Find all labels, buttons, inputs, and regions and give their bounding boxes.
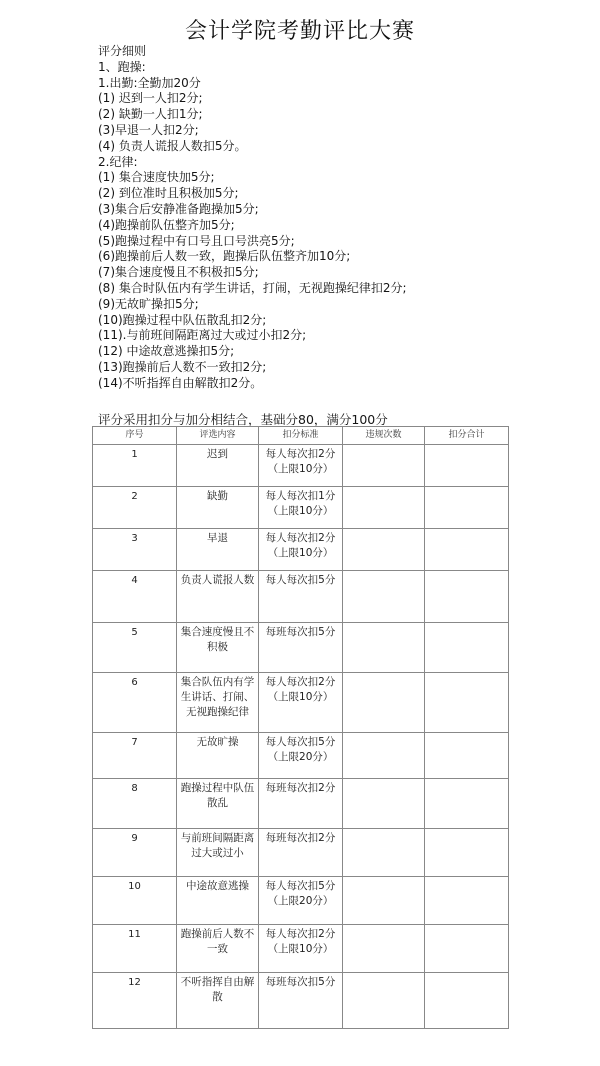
- rule-line: (1) 集合速度快加5分;: [98, 170, 215, 185]
- row-item: 与前班间隔距离过大或过小: [177, 829, 259, 877]
- row-standard: 每班每次扣2分: [259, 829, 343, 877]
- row-standard: 每班每次扣5分: [259, 973, 343, 1029]
- scoring-note: 评分采用扣分与加分相结合，基础分80，满分100分: [98, 412, 388, 427]
- row-number: 7: [93, 733, 177, 779]
- rule-line: (6)跑操前后人数一致，跑操后队伍整齐加10分;: [98, 249, 351, 264]
- rule-line: (9)无故旷操扣5分;: [98, 296, 199, 311]
- row-number: 10: [93, 877, 177, 925]
- row-number: 5: [93, 623, 177, 673]
- rule-line: (2) 到位准时且积极加5分;: [98, 186, 239, 201]
- row-number: 3: [93, 529, 177, 571]
- row-total-input[interactable]: [425, 973, 509, 1029]
- row-violations-input[interactable]: [343, 487, 425, 529]
- row-item: 无故旷操: [177, 733, 259, 779]
- row-item: 迟到: [177, 445, 259, 487]
- row-standard: 每人每次扣5分: [259, 571, 343, 623]
- score-table: [92, 426, 509, 1029]
- rule-line: (2) 缺勤一人扣1分;: [98, 107, 203, 122]
- rule-line: 2.纪律:: [98, 154, 138, 169]
- row-item: 中途故意逃操: [177, 877, 259, 925]
- rules-list: [98, 44, 568, 392]
- table-row: [93, 733, 509, 779]
- row-item: 集合队伍内有学生讲话、打闹、无视跑操纪律: [177, 673, 259, 733]
- table-row: [93, 571, 509, 623]
- row-violations-input[interactable]: [343, 571, 425, 623]
- rule-line: (13)跑操前后人数不一致扣2分;: [98, 359, 267, 374]
- table-row: [93, 445, 509, 487]
- table-row: [93, 925, 509, 973]
- document-title: 会计学院考勤评比大赛: [184, 19, 415, 44]
- row-standard: 每人每次扣2分（上限10分）: [259, 445, 343, 487]
- row-violations-input[interactable]: [343, 925, 425, 973]
- row-total-input[interactable]: [425, 733, 509, 779]
- row-standard: 每人每次扣2分（上限10分）: [259, 673, 343, 733]
- row-item: 集合速度慢且不积极: [177, 623, 259, 673]
- rule-line: 1.出勤:全勤加20分: [98, 75, 201, 90]
- row-item: 负责人谎报人数: [177, 571, 259, 623]
- row-number: 9: [93, 829, 177, 877]
- row-number: 12: [93, 973, 177, 1029]
- row-item: 早退: [177, 529, 259, 571]
- row-total-input[interactable]: [425, 877, 509, 925]
- header-standard: 扣分标准: [259, 427, 343, 445]
- rule-line: (8) 集合时队伍内有学生讲话，打闹，无视跑操纪律扣2分;: [98, 280, 407, 295]
- row-number: 8: [93, 779, 177, 829]
- row-standard: 每人每次扣5分（上限20分）: [259, 877, 343, 925]
- row-number: 1: [93, 445, 177, 487]
- table-row: [93, 973, 509, 1029]
- row-total-input[interactable]: [425, 445, 509, 487]
- rule-line: (10)跑操过程中队伍散乱扣2分;: [98, 312, 267, 327]
- rule-line: (5)跑操过程中有口号且口号洪亮5分;: [98, 233, 295, 248]
- header-total: 扣分合计: [425, 427, 509, 445]
- row-number: 4: [93, 571, 177, 623]
- row-standard: 每人每次扣1分（上限10分）: [259, 487, 343, 529]
- table-row: [93, 829, 509, 877]
- table-row: [93, 529, 509, 571]
- row-item: 不听指挥自由解散: [177, 973, 259, 1029]
- header-item: 评选内容: [177, 427, 259, 445]
- row-total-input[interactable]: [425, 623, 509, 673]
- row-violations-input[interactable]: [343, 973, 425, 1029]
- row-number: 2: [93, 487, 177, 529]
- table-row: [93, 877, 509, 925]
- rule-line: 1、跑操:: [98, 59, 146, 74]
- row-total-input[interactable]: [425, 571, 509, 623]
- row-violations-input[interactable]: [343, 733, 425, 779]
- row-violations-input[interactable]: [343, 445, 425, 487]
- row-item: 跑操前后人数不一致: [177, 925, 259, 973]
- row-violations-input[interactable]: [343, 673, 425, 733]
- rule-line: (3)早退一人扣2分;: [98, 122, 199, 137]
- row-standard: 每人每次扣2分（上限10分）: [259, 529, 343, 571]
- table-row: [93, 779, 509, 829]
- row-number: 6: [93, 673, 177, 733]
- row-violations-input[interactable]: [343, 529, 425, 571]
- header-violations: 违规次数: [343, 427, 425, 445]
- row-total-input[interactable]: [425, 673, 509, 733]
- table-row: [93, 623, 509, 673]
- table-row: [93, 487, 509, 529]
- row-standard: 每班每次扣5分: [259, 623, 343, 673]
- rule-line: (7)集合速度慢且不积极扣5分;: [98, 265, 259, 280]
- rule-line: (12) 中途故意逃操扣5分;: [98, 344, 235, 359]
- row-number: 11: [93, 925, 177, 973]
- row-total-input[interactable]: [425, 925, 509, 973]
- row-violations-input[interactable]: [343, 623, 425, 673]
- rule-line: (11).与前班间隔距离过大或过小扣2分;: [98, 328, 307, 343]
- row-standard: 每班每次扣2分: [259, 779, 343, 829]
- row-violations-input[interactable]: [343, 829, 425, 877]
- row-standard: 每人每次扣2分（上限10分）: [259, 925, 343, 973]
- row-violations-input[interactable]: [343, 877, 425, 925]
- table-row: [93, 673, 509, 733]
- row-total-input[interactable]: [425, 779, 509, 829]
- row-total-input[interactable]: [425, 487, 509, 529]
- rule-line: 评分细则: [98, 44, 147, 58]
- rule-line: (3)集合后安静准备跑操加5分;: [98, 201, 259, 216]
- rule-line: (1) 迟到一人扣2分;: [98, 91, 203, 106]
- header-no: 序号: [93, 427, 177, 445]
- rule-line: (4) 负责人谎报人数扣5分。: [98, 138, 247, 153]
- row-standard: 每人每次扣5分（上限20分）: [259, 733, 343, 779]
- row-item: 跑操过程中队伍散乱: [177, 779, 259, 829]
- row-total-input[interactable]: [425, 829, 509, 877]
- row-item: 缺勤: [177, 487, 259, 529]
- row-violations-input[interactable]: [343, 779, 425, 829]
- rule-line: (4)跑操前队伍整齐加5分;: [98, 217, 235, 232]
- table-header-row: [93, 427, 509, 445]
- rule-line: (14)不听指挥自由解散扣2分。: [98, 375, 263, 390]
- row-total-input[interactable]: [425, 529, 509, 571]
